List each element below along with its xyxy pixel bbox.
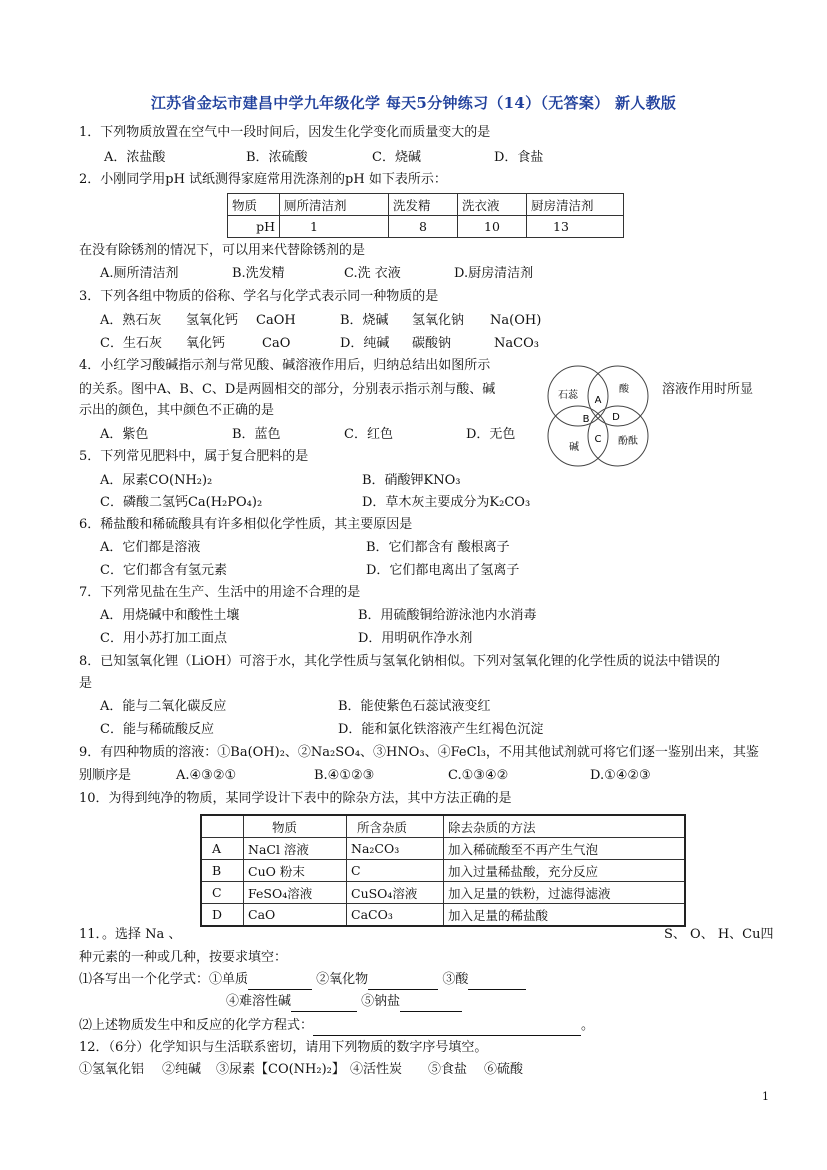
table-cell: C: [201, 882, 244, 904]
q11-blank-label-oxide: ②氧化物: [316, 972, 369, 987]
table-cell: 厕所清洁剂: [280, 194, 389, 216]
q2-option-c: C.洗 衣液: [344, 266, 401, 281]
table-cell: 加入稀硫酸至不再产生气泡: [444, 838, 686, 860]
q4-line3: 示出的颜色，其中颜色不正确的是: [79, 403, 275, 418]
q7-option-b: B．用硫酸铜给游泳池内水消毒: [358, 608, 537, 623]
q7-option-d: D．用明矾作净水剂: [358, 631, 473, 646]
table-row: [201, 838, 685, 860]
q4-line2b: 溶液作用时所显: [662, 382, 754, 397]
q1-stem: 1．下列物质放置在空气中一段时间后，因发生化学变化而质量变大的是: [79, 125, 491, 140]
q3-stem: 3．下列各组中物质的俗称、学名与化学式表示同一种物质的是: [79, 289, 439, 304]
q3-option-b-name: B．烧碱: [340, 313, 389, 328]
q5-option-c: C．磷酸二氢钙Ca(H₂PO₄)₂: [100, 495, 263, 510]
table-cell: C: [347, 860, 444, 882]
table-cell: 除去杂质的方法: [444, 815, 686, 838]
table-cell: A: [201, 838, 244, 860]
q5-option-a: A．尿素CO(NH₂)₂: [100, 473, 213, 488]
table-cell: 所含杂质: [347, 815, 444, 838]
table-cell: CuSO₄溶液: [347, 882, 444, 904]
q11-end: 。: [581, 1018, 595, 1033]
q8-option-d: D．能和氯化铁溶液产生红褐色沉淀: [338, 722, 544, 737]
q8-stem2: 是: [79, 676, 93, 691]
q3-option-b-formula: Na(OH): [490, 313, 542, 328]
q12-item-5: ⑤食盐: [428, 1062, 468, 1077]
q1-option-c: C．烧碱: [372, 150, 421, 165]
q5-stem: 5．下列常见肥料中，属于复合肥料的是: [79, 449, 309, 464]
q6-option-c: C．它们都含有氢元素: [100, 563, 227, 578]
table-row: [201, 882, 685, 904]
table-cell: NaCl 溶液: [244, 838, 347, 860]
q3-option-d-formula: NaCO₃: [494, 336, 539, 351]
q11-part2: [79, 1016, 594, 1036]
q11-blank-base[interactable]: [291, 997, 357, 1012]
q9-stem2: 别顺序是: [79, 768, 132, 783]
q1-option-a: A．浓盐酸: [104, 150, 166, 165]
q10-purification-table: [200, 814, 686, 927]
page-number: 1: [762, 1090, 769, 1103]
q3-option-d-name: D．纯碱: [340, 336, 390, 351]
q2-stem: 2．小刚同学用pH 试纸测得家庭常用洗涤剂的pH 如下表所示：: [79, 172, 447, 187]
q11-part1-label: ⑴各写出一个化学式：: [79, 972, 210, 987]
q12-item-3: ③尿素【CO(NH₂)₂】: [216, 1062, 345, 1077]
q2-option-d: D.厨房清洁剂: [454, 266, 534, 281]
q3-option-d-sci: 碳酸钠: [412, 336, 452, 351]
table-cell: 加入过量稀盐酸，充分反应: [444, 860, 686, 882]
q1-option-d: D．食盐: [494, 150, 544, 165]
venn-label-litmus: 石蕊: [558, 390, 578, 401]
venn-region-a: A: [594, 395, 602, 406]
q8-stem: 8．已知氢氧化锂（LiOH）可溶于水，其化学性质与氢氧化钠相似。下列对氢氧化锂的化学性质的说法中错误的: [79, 654, 721, 669]
table-row: [201, 904, 685, 927]
table-row: [228, 216, 624, 238]
venn-region-b: B: [582, 414, 590, 425]
venn-region-d: D: [612, 412, 620, 423]
q12-item-2: ②纯碱: [162, 1062, 202, 1077]
q11-blank-oxide[interactable]: [368, 975, 438, 990]
q3-option-a-formula: CaOH: [256, 313, 296, 328]
q9-stem: 9．有四种物质的溶液：①Ba(OH)₂、②Na₂SO₄、③HNO₃、④FeCl₃，不用其他试剂就可将它们逐一鉴别出来，其鉴: [79, 745, 759, 760]
q11-part1-row1: [79, 970, 526, 990]
q4-line1: 4．小红学习酸碱指示剂与常见酸、碱溶液作用后，归纳总结出如图所示: [79, 358, 491, 373]
q8-option-a: A．能与二氧化碳反应: [100, 699, 227, 714]
q4-option-a: A．紫色: [100, 427, 149, 442]
table-cell: FeSO₄溶液: [244, 882, 347, 904]
q11-blank-acid[interactable]: [468, 975, 526, 990]
table-cell: 物质: [244, 815, 347, 838]
q11-line2: 种元素的一种或几种，按要求填空：: [79, 950, 288, 965]
q6-option-d: D．它们都电离出了氢离子: [366, 563, 520, 578]
q9-option-d: D.①④②③: [590, 768, 651, 783]
q3-option-c-formula: CaO: [262, 336, 291, 351]
q2-ph-table: [227, 193, 624, 238]
q7-option-a: A．用烧碱中和酸性土壤: [100, 608, 240, 623]
q11-blank-salt[interactable]: [400, 997, 462, 1012]
q2-stem2: 在没有除锈剂的情况下，可以用来代替除锈剂的是: [79, 243, 366, 258]
venn-label-phenolphthalein: 酚酞: [618, 436, 638, 447]
q11-blank-element[interactable]: [248, 975, 312, 990]
q5-option-b: B．硝酸钾KNO₃: [362, 473, 461, 488]
table-cell: 8: [389, 216, 458, 238]
q7-option-c: C．用小苏打加工面点: [100, 631, 227, 646]
q6-stem: 6．稀盐酸和稀硫酸具有许多相似化学性质，其主要原因是: [79, 517, 413, 532]
q12-item-1: ①氢氧化铝: [79, 1062, 145, 1077]
table-cell: 物质: [228, 194, 280, 216]
table-row: [201, 860, 685, 882]
q4-line2a: 的关系。图中A、B、C、D是两圆相交的部分，分别表示指示剂与酸、碱: [79, 382, 496, 397]
q2-option-b: B.洗发精: [232, 266, 285, 281]
q7-stem: 7．下列常见盐在生产、生活中的用途不合理的是: [79, 585, 361, 600]
table-cell: 10: [458, 216, 527, 238]
table-cell: 13: [527, 216, 624, 238]
venn-label-base: 碱: [569, 442, 579, 453]
venn-label-acid: 酸: [619, 384, 629, 395]
q3-option-c-name: C．生石灰: [100, 336, 162, 351]
table-cell: 加入足量的铁粉，过滤得滤液: [444, 882, 686, 904]
table-cell: Na₂CO₃: [347, 838, 444, 860]
q11-blank-label-base: ④难溶性碱: [226, 994, 292, 1009]
q10-stem: 10．为得到纯净的物质，某同学设计下表中的除杂方法，其中方法正确的是: [79, 791, 512, 806]
table-cell: CuO 粉末: [244, 860, 347, 882]
q4-option-c: C．红色: [344, 427, 393, 442]
indicator-venn-diagram: [542, 362, 658, 472]
table-cell: pH: [228, 216, 280, 238]
table-cell: 厨房清洁剂: [527, 194, 624, 216]
venn-region-c: C: [594, 434, 602, 445]
q3-option-a-name: A．熟石灰: [100, 313, 162, 328]
q9-option-a: A.④③②①: [176, 768, 237, 783]
q5-option-d: D．草木灰主要成分为K₂CO₃: [362, 495, 531, 510]
q12-stem: 12．（6分）化学知识与生活联系密切，请用下列物质的数字序号填空。: [79, 1040, 488, 1055]
table-cell: 1: [280, 216, 389, 238]
q3-option-c-sci: 氧化钙: [186, 336, 226, 351]
q11-part1-row2: [226, 992, 462, 1012]
q6-option-a: A．它们都是溶液: [100, 540, 201, 555]
table-cell: 洗衣液: [458, 194, 527, 216]
table-cell: 加入足量的稀盐酸: [444, 904, 686, 927]
q11-blank-label-salt: ⑤钠盐: [361, 994, 401, 1009]
q11-line1a: 11．。选择 Na 、: [79, 927, 182, 942]
q9-option-c: C.①③④②: [448, 768, 509, 783]
q11-line1b: S、 O、 H、Cu四: [664, 927, 774, 942]
q8-option-c: C．能与稀硫酸反应: [100, 722, 214, 737]
q3-option-a-sci: 氢氧化钙: [186, 313, 239, 328]
table-row: [228, 194, 624, 216]
q4-option-d: D．无色: [466, 427, 516, 442]
table-cell: CaCO₃: [347, 904, 444, 927]
q12-item-6: ⑥硫酸: [484, 1062, 524, 1077]
q12-item-4: ④活性炭: [350, 1062, 403, 1077]
q1-option-b: B．浓硫酸: [246, 150, 308, 165]
document-title: 江苏省金坛市建昌中学九年级化学 每天5分钟练习（14）（无答案） 新人教版: [150, 94, 677, 112]
q6-option-b: B．它们都含有 酸根离子: [366, 540, 510, 555]
table-cell: CaO: [244, 904, 347, 927]
q2-option-a: A.厕所清洁剂: [100, 266, 179, 281]
q8-option-b: B．能使紫色石蕊试液变红: [338, 699, 491, 714]
q3-option-b-sci: 氢氧化钠: [412, 313, 465, 328]
q11-blank-label-element: ①单质: [209, 972, 249, 987]
q4-option-b: B．蓝色: [232, 427, 281, 442]
table-cell: B: [201, 860, 244, 882]
table-cell: D: [201, 904, 244, 927]
table-cell: [201, 815, 244, 838]
q9-option-b: B.④①②③: [314, 768, 375, 783]
q11-blank-equation[interactable]: [313, 1021, 581, 1036]
q11-part2-label: ⑵上述物质发生中和反应的化学方程式：: [79, 1018, 314, 1033]
q11-blank-label-acid: ③酸: [442, 972, 469, 987]
table-row: [201, 815, 685, 838]
table-cell: 洗发精: [389, 194, 458, 216]
